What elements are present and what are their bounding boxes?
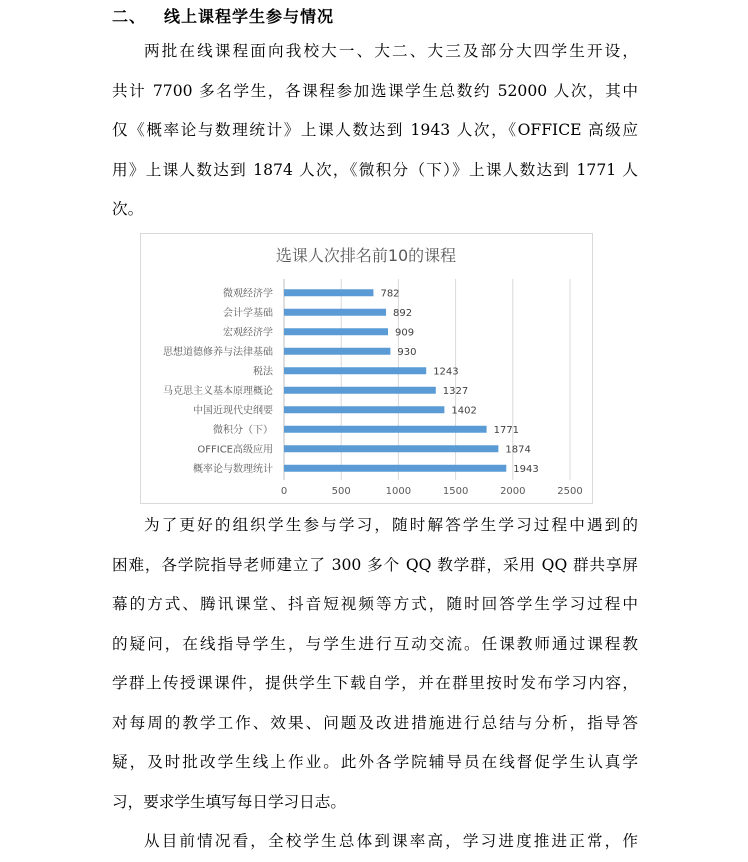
bar	[284, 445, 498, 452]
category-label: 会计学基础	[223, 307, 273, 319]
status-line: 从目前情况看，全校学生总体到课率高，学习进度推进正常，作	[144, 832, 638, 850]
overview-line: 次。	[112, 200, 144, 218]
section-title: 线上课程学生参与情况	[164, 7, 335, 26]
x-tick-label: 2000	[500, 486, 526, 497]
overview-line: 共计 7700 多名学生，各课程参加选课学生总数约 52000 人次，其中	[112, 81, 638, 100]
section-heading	[112, 4, 334, 27]
data-label: 1243	[433, 366, 459, 378]
support-line: 对每周的教学工作、效果、问题及改进措施进行总结与分析，指导答	[112, 713, 638, 732]
data-label: 1771	[493, 424, 520, 436]
data-label: 909	[394, 327, 415, 339]
bar	[284, 348, 390, 355]
bar	[284, 426, 487, 433]
bar	[284, 309, 386, 316]
support-line: 的疑问，在线指导学生，与学生进行互动交流。任课教师通过课程教	[112, 634, 638, 653]
x-tick-label: 1000	[385, 486, 412, 497]
paragraph-current-status	[112, 822, 638, 862]
x-tick-label: 0	[280, 486, 288, 497]
data-label: 1874	[505, 444, 531, 456]
support-line: 疑，及时批改学生线上作业。此外各学院辅导员在线督促学生认真学	[112, 753, 638, 771]
chart-title: 选课人次排名前10的课程	[275, 246, 457, 265]
support-line: 习，要求学生填写每日学习日志。	[112, 792, 346, 811]
category-label: 概率论与数理统计	[193, 463, 273, 475]
category-label: 税法	[253, 366, 273, 378]
course-enrollment-chart	[140, 233, 593, 504]
bar-chart-svg	[141, 234, 592, 503]
data-label: 1402	[451, 405, 477, 417]
category-label: 思想道德修养与法律基础	[163, 346, 273, 358]
data-label: 782	[380, 288, 400, 300]
category-label: 微积分（下）	[213, 424, 273, 436]
overview-line: 两批在线课程面向我校大一、大二、大三及部分大四学生开设，	[144, 42, 638, 60]
category-label: 微观经济学	[223, 288, 273, 300]
x-tick-label: 1500	[442, 486, 469, 497]
bar	[284, 367, 426, 374]
bar	[284, 387, 436, 394]
bar	[284, 406, 444, 413]
section-number: 二、	[112, 7, 147, 26]
data-label: 1943	[513, 463, 539, 475]
category-label: OFFICE高级应用	[197, 444, 273, 456]
paragraph-teaching-support	[112, 506, 638, 822]
overview-line: 用》上课人数达到 1874 人次，《微积分（下）》上课人数达到 1771 人	[112, 160, 638, 179]
x-tick-label: 2500	[557, 486, 583, 497]
support-line: 学群上传授课课件，提供学生下载自学，并在群里按时发布学习内容，	[112, 674, 638, 692]
bar	[284, 328, 388, 335]
data-label: 1327	[442, 385, 469, 397]
support-line: 为了更好的组织学生参与学习，随时解答学生学习过程中遇到的	[144, 516, 638, 534]
category-label: 宏观经济学	[223, 327, 273, 339]
bar	[284, 465, 506, 472]
category-label: 马克思主义基本原理概论	[163, 385, 273, 397]
paragraph-course-overview	[112, 32, 638, 230]
overview-line: 仅《概率论与数理统计》上课人数达到 1943 人次，《OFFICE 高级应	[112, 121, 638, 139]
data-label: 930	[397, 346, 417, 358]
x-tick-label: 500	[331, 486, 351, 497]
category-label: 中国近现代史纲要	[193, 405, 273, 417]
data-label: 892	[393, 307, 413, 319]
support-line: 困难，各学院指导老师建立了 300 多个 QQ 教学群，采用 QQ 群共享屏	[112, 555, 638, 574]
bar	[284, 289, 373, 296]
support-line: 幕的方式、腾讯课堂、抖音短视频等方式，随时回答学生学习过程中	[112, 595, 638, 613]
